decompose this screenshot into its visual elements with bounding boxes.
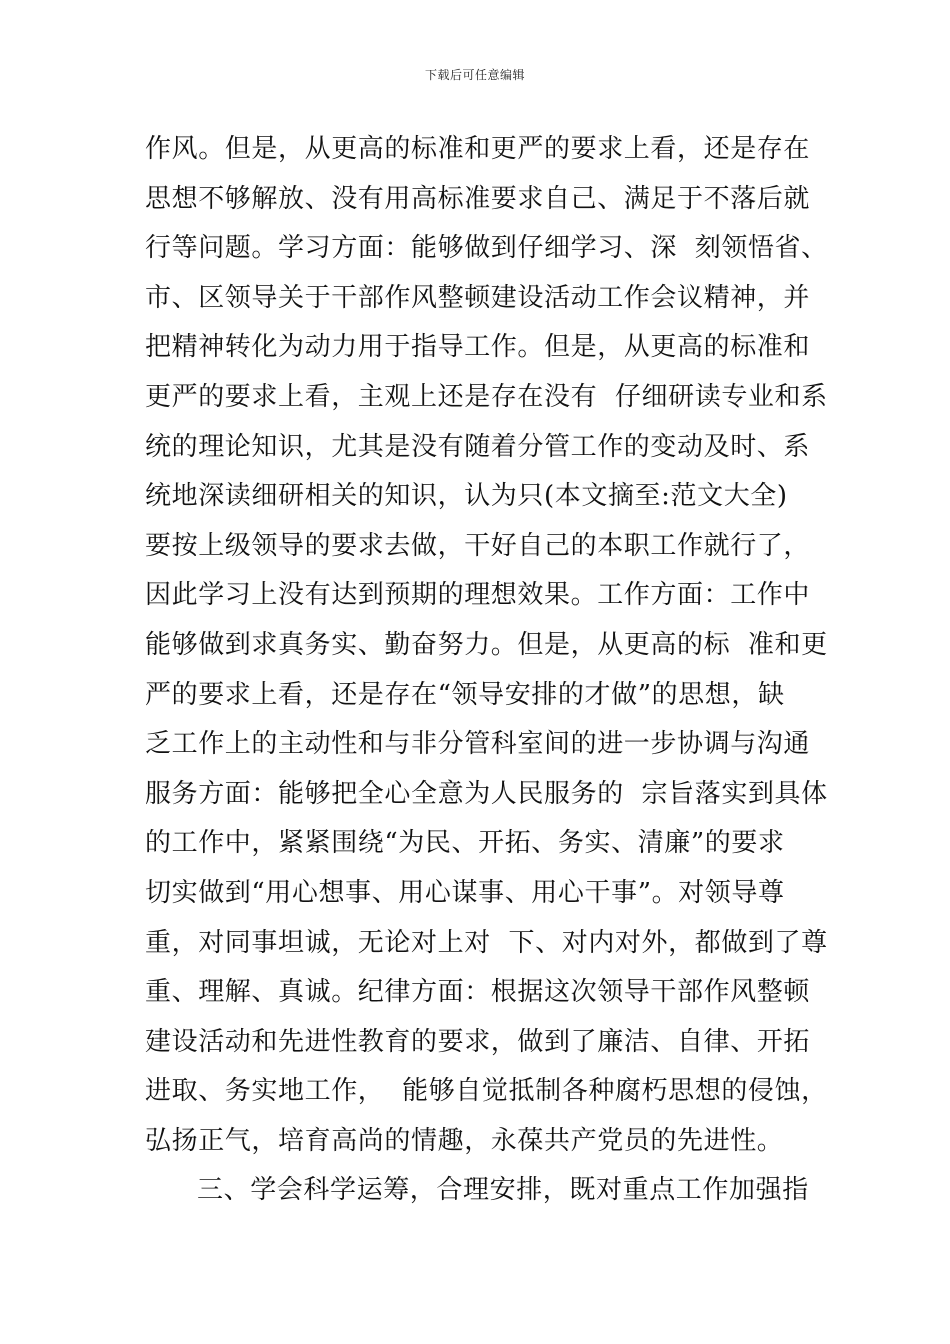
text-line: 更严的要求上看，主观上还是存在没有 仔细研读专业和系	[145, 381, 828, 412]
section-heading-line: 三、学会科学运筹，合理安排，既对重点工作加强指	[197, 1175, 809, 1206]
text-line: 重、理解、真诚。纪律方面：根据这次领导干部作风整顿	[145, 977, 811, 1008]
text-line: 的工作中，紧紧围绕“为民、开拓、务实、清廉”的要求	[145, 828, 785, 859]
text-line: 统的理论知识，尤其是没有随着分管工作的变动及时、系	[145, 431, 811, 462]
text-line: 弘扬正气，培育高尚的情趣，永葆共产党员的先进性。	[145, 1125, 784, 1156]
text-line: 切实做到“用心想事、用心谋事、用心干事”。对领导尊	[145, 877, 785, 908]
text-line: 作风。但是，从更高的标准和更严的要求上看，还是存在	[145, 134, 811, 164]
text-line: 重，对同事坦诚，无论对上对 下、对内对外，都做到了尊	[145, 927, 828, 958]
text-line: 把精神转化为动力用于指导工作。但是，从更高的标准和	[145, 332, 811, 363]
text-line: 要按上级领导的要求去做，干好自己的本职工作就行了，	[145, 530, 811, 561]
text-line: 进取、务实地工作， 能够自觉抵制各种腐朽思想的侵蚀，	[145, 1076, 828, 1107]
text-line: 市、区领导关于干部作风整顿建设活动工作会议精神，并	[145, 282, 811, 313]
page-header-note: 下载后可任意编辑	[424, 68, 525, 82]
text-line: 行等问题。学习方面：能够做到仔细学习、深 刻领悟省、	[145, 233, 828, 264]
text-line: 能够做到求真务实、勤奋努力。但是，从更高的标 准和更	[145, 629, 828, 660]
text-line: 建设活动和先进性教育的要求，做到了廉洁、自律、开拓	[145, 1026, 811, 1057]
text-line: 严的要求上看，还是存在“领导安排的才做”的思想，缺	[145, 679, 785, 710]
text-line: 乏工作上的主动性和与非分管科室间的进一步协调与沟通	[145, 729, 811, 760]
text-line: 统地深读细研相关的知识，认为只(本文摘至:范文大全)	[145, 481, 788, 512]
text-line: 思想不够解放、没有用高标准要求自己、满足于不落后就	[145, 183, 811, 214]
text-line: 服务方面：能够把全心全意为人民服务的 宗旨落实到具体	[145, 778, 828, 809]
document-body	[145, 125, 828, 1216]
text-line: 因此学习上没有达到预期的理想效果。工作方面：工作中	[145, 580, 811, 611]
